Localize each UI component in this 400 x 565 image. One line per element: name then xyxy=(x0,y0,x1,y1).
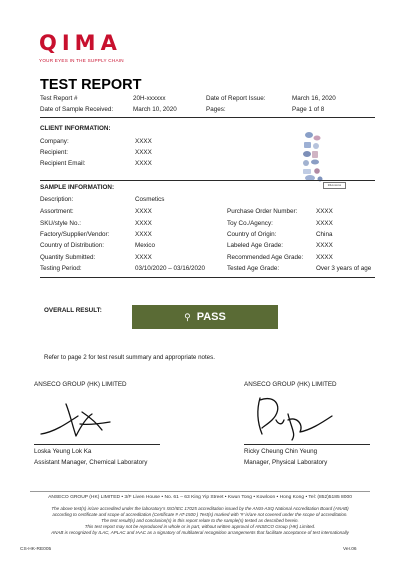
sample-quantity-label: Quantity Submitted: xyxy=(40,254,96,261)
signatory-2-role: Manager, Physical Laboratory xyxy=(244,459,328,466)
client-company-value: XXXX xyxy=(135,138,152,145)
sample-agency-value: XXXX xyxy=(316,220,333,227)
signatory-1-company: ANSECO GROUP (HK) LIMITED xyxy=(34,381,127,388)
client-company-label: Company: xyxy=(40,138,69,145)
footer-accreditation-1: The above test(s) is/are accredited under the laboratory’s ISO/IEC 17025 accreditation issued by the ANSI-ASQ National Accreditation Board (ANAB) xyxy=(51,506,349,511)
divider xyxy=(40,277,375,278)
sample-testing-period-value: 03/10/2020 – 03/16/2020 xyxy=(135,265,206,272)
report-title: TEST REPORT xyxy=(40,77,142,93)
signatory-2-name: Ricky Cheung Chin Yeung xyxy=(244,448,318,455)
sample-vendor-label: Factory/Supplier/Vendor: xyxy=(40,231,110,238)
sample-vendor-value: XXXX xyxy=(135,231,152,238)
issue-date-value: March 16, 2020 xyxy=(292,95,336,102)
sample-origin-value: China xyxy=(316,231,333,238)
signature-1-line xyxy=(34,444,160,445)
sample-recommended-age-label: Recommended Age Grade: xyxy=(227,254,304,261)
pages-label: Pages: xyxy=(206,106,226,113)
sample-distribution-value: Mexico xyxy=(135,242,155,249)
form-version: Ver.06 xyxy=(343,547,357,552)
client-heading: CLIENT INFORMATION: xyxy=(40,125,111,132)
sample-labeled-age-label: Labeled Age Grade: xyxy=(227,242,284,249)
sample-distribution-label: Country of Distribution: xyxy=(40,242,105,249)
overall-result-badge xyxy=(132,305,278,329)
client-email-value: XXXX xyxy=(135,160,152,167)
footer-divider xyxy=(30,491,370,492)
logo-tagline: YOUR EYES IN THE SUPPLY CHAIN xyxy=(39,58,124,63)
divider xyxy=(40,180,375,181)
divider xyxy=(40,117,375,118)
sample-labeled-age-value: XXXX xyxy=(316,242,333,249)
footer-address: ANSECO GROUP (HK) LIMITED • 3/F Liven House • No. 61 – 63 King Yip Street • Kwun Tong • Kowloon • Hong Kong • Tel: (852)5185 8000 xyxy=(48,495,352,500)
signature-2-line xyxy=(244,444,370,445)
footer-accreditation-4: This test report may not be reproduced in whole or in part, without written approval of ANSECO Group (HK) Limited. xyxy=(84,524,316,529)
sample-assortment-value: XXXX xyxy=(135,208,152,215)
footer-accreditation-2: according to certificate and scope of accreditation (Certificate # AT-1500 ) Test(s) marked with ‘#’ is/are not covered under the scope of accreditation. xyxy=(52,512,348,517)
sample-sku-value: XXXX xyxy=(135,220,152,227)
footer-accreditation-3: The test result(s) and conclusion(s) in this report relate to the sample(s) tested as described herein. xyxy=(101,518,299,523)
overall-result-label: OVERALL RESULT: xyxy=(44,307,102,314)
report-number-label: Test Report # xyxy=(40,95,78,102)
sample-origin-label: Country of Origin: xyxy=(227,231,277,238)
sample-assortment-label: Assortment: xyxy=(40,208,74,215)
sample-recommended-age-value: XXXX xyxy=(316,254,333,261)
sample-description-label: Description: xyxy=(40,196,74,203)
signature-2-image xyxy=(248,390,338,444)
received-date-value: March 10, 2020 xyxy=(133,106,177,113)
sample-po-value: XXXX xyxy=(316,208,333,215)
sample-tested-age-value: Over 3 years of age xyxy=(316,265,372,272)
sample-agency-label: Toy Co./Agency: xyxy=(227,220,273,227)
issue-date-label: Date of Report Issue: xyxy=(206,95,266,102)
pass-check-icon: ⚲ xyxy=(184,311,191,322)
overall-result-value: PASS xyxy=(196,311,226,323)
signature-1-image xyxy=(36,394,116,444)
sample-tested-age-label: Tested Age Grade: xyxy=(227,265,280,272)
signatory-2-company: ANSECO GROUP (HK) LIMITED xyxy=(244,381,337,388)
qima-logo: QIMA xyxy=(39,31,122,55)
sample-po-label: Purchase Order Number: xyxy=(227,208,298,215)
footer-accreditation-5: ANAB is recognized by ILAC, APLAC and IAAC as a signatory of multilateral recognition arrangements that facilitate acceptance of test internationally xyxy=(51,530,349,535)
sample-heading: SAMPLE INFORMATION: xyxy=(40,184,115,191)
client-recipient-value: XXXX xyxy=(135,149,152,156)
report-number-value: 20H-xxxxxx xyxy=(133,95,166,102)
sample-testing-period-label: Testing Period: xyxy=(40,265,82,272)
form-code: CS-HK-RE005 xyxy=(20,547,52,552)
sample-photo-label: 20H-xxxxxx xyxy=(323,182,346,189)
sample-description-value: Cosmetics xyxy=(135,196,165,203)
client-recipient-label: Recipient: xyxy=(40,149,69,156)
pages-value: Page 1 of 8 xyxy=(292,106,325,113)
client-email-label: Recipient Email: xyxy=(40,160,86,167)
sample-sku-label: SKU/style No.: xyxy=(40,220,81,227)
signatory-1-name: Loska Yeung Lok Ka xyxy=(34,448,92,455)
signatory-1-role: Assistant Manager, Chemical Laboratory xyxy=(34,459,148,466)
received-date-label: Date of Sample Received: xyxy=(40,106,114,113)
sample-quantity-value: XXXX xyxy=(135,254,152,261)
summary-note: Refer to page 2 for test result summary and appropriate notes. xyxy=(44,354,215,361)
